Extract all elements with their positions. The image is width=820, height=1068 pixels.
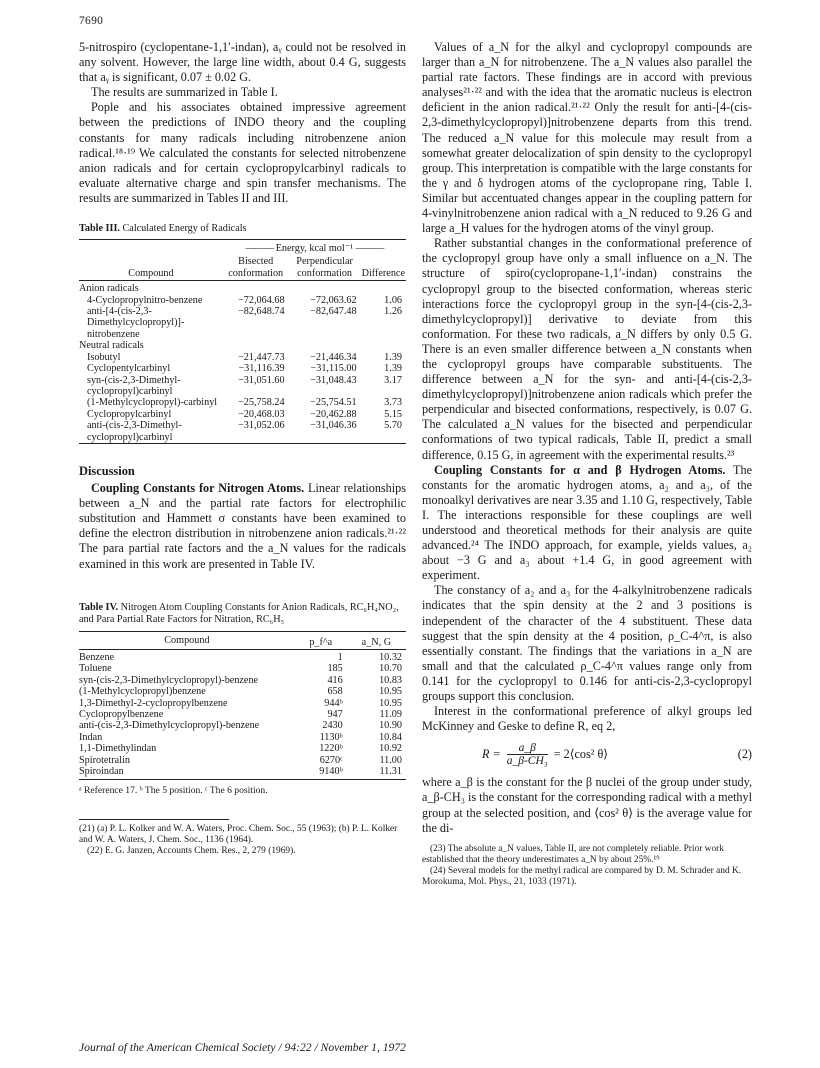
table3-cell-difference: 1.39: [384, 363, 402, 375]
table4-cell-an: 10.83: [379, 674, 402, 686]
table4-body: [79, 650, 406, 780]
table3-cell-difference: 5.70: [384, 420, 402, 432]
table3-title: Calculated Energy of Radicals: [122, 223, 247, 235]
table4-cell-pf: 416: [327, 674, 343, 686]
table3-col-difference: Difference: [361, 267, 405, 279]
table3-cell-compound: Cyclopentylcarbinyl: [87, 363, 171, 375]
table3-cell-difference: 5.15: [384, 408, 402, 420]
table3-body: [79, 281, 406, 444]
table4-cell-compound: syn-(cis-2,3-Dimethylcyclopropyl)-benzene: [79, 674, 259, 686]
footnote: (22) E. G. Janzen, Accounts Chem. Res., 2, 279 (1969).: [87, 845, 296, 856]
table3-cell-compound: anti-[4-(cis-2,3-Dimethylcyclopropyl)]-nitrobenzene: [87, 306, 185, 340]
table4-cell-pf: 1130ᵇ: [319, 731, 343, 743]
table3-row: [79, 375, 406, 398]
table3-cell-difference: 1.26: [384, 306, 402, 318]
body-paragraph: Rather substantial changes in the conformational preference of the cyclopropyl group have only a small influence on a_N. The structure of spiro(cyclopropane-1,1′-indan) constrains the cyclopropyl group to the bisected conformation, whereas steric interactions force the cyclopropyl group in the syn-[4-(cis-2,3-dimethylcyclopropyl)] derivative to deviate from this conformation. For these two radicals, a_N differs by only 0.5 G. There is an even smaller difference between a_N constants when the cyclopropyl groups have comparable substituents. The difference between a_N for the syn- and anti-[4-(cis-2,3-dimethylcyclopropyl)]nitrobenzene anion radicals which prefer the perpendicular and bisected conformations, respectively, is 0.07 G. The calculated a_N values for the bisected and perpendicular conformations of two typical radicals, Table II, predict a small difference, 0.15 G, in agreement with the experimental results.²³: [422, 236, 752, 462]
table3-cell-bisected: −82,648.74: [238, 306, 285, 318]
table3-cell-perpendicular: −82,647.48: [310, 306, 357, 318]
table4-cell-an: 10.92: [379, 743, 402, 755]
table3-cell-compound: 4-Cyclopropylnitro-benzene: [87, 294, 203, 306]
table4-cell-an: 11.00: [379, 754, 402, 766]
table4-cell-compound: Benzene: [79, 652, 115, 663]
table4-col-pf: p_f^a: [309, 636, 333, 648]
table3-row: [79, 397, 406, 408]
table3-cell-perpendicular: −20,462.88: [310, 408, 357, 420]
table4-title: Nitrogen Atom Coupling Constants for Anion Radicals, RC₆H₄NO₂, and Para Partial Rate Factors for Nitration, RC₆H₅: [79, 601, 399, 625]
section-heading: Discussion: [79, 463, 135, 478]
journal-footer: Journal of the American Chemical Society / 94:22 / November 1, 1972: [79, 1041, 406, 1054]
table3-cell-compound: Isobutyl: [87, 351, 121, 363]
footnote: (23) The absolute a_N values, Table II, are not completely reliable. Prior work established that the theory underestimates a_N by about 25%.¹⁹: [422, 843, 724, 865]
footnote: (24) Several models for the methyl radical are compared by D. M. Schrader and K. Morokuma, Mol. Phys., 21, 1033 (1971).: [422, 865, 742, 887]
alpha-beta-paragraph: [422, 463, 752, 584]
table4-cell-compound: 1,3-Dimethyl-2-cyclopropylbenzene: [79, 697, 228, 709]
table4-cell-pf: 2430: [322, 720, 343, 732]
alpha-beta-text: The constants for the aromatic hydrogen atoms, a₂ and a₃, of the monoalkyl derivatives are near 3.35 and 1.10 G, respectively, Table I. The interactions responsible for these couplings are well understood and theoretical methods for their analysis are quite advanced.²⁴ The INDO approach, for example, yields values, a₂ about −3 G and a₃ about +1.4 G, in good agreement with experiment.: [422, 462, 752, 583]
table3-row: [79, 363, 406, 374]
table3-cell-compound: Cyclopropylcarbinyl: [87, 408, 172, 420]
table4-cell-pf: 1220ᵇ: [319, 743, 343, 755]
table3-caption: [79, 223, 406, 235]
table3-group-row: [79, 281, 406, 295]
table4-cell-compound: Cyclopropylbenzene: [79, 709, 164, 721]
table3-cell-bisected: −21,447.73: [238, 351, 285, 363]
footnote-divider: [79, 819, 229, 820]
table4-label: Table IV.: [79, 601, 119, 613]
equation-2: [422, 742, 752, 767]
subheading: Coupling Constants for Nitrogen Atoms.: [91, 481, 305, 496]
table4-cell-compound: 1,1-Dimethylindan: [79, 743, 157, 755]
table3-cell-bisected: −31,116.39: [238, 363, 285, 375]
equation-lhs: R =: [482, 747, 501, 762]
table4-col-compound: Compound: [164, 634, 210, 646]
table4-row: [79, 755, 406, 766]
table4-cell-an: 10.90: [379, 720, 402, 732]
body-paragraph: where a_β is the constant for the β nuclei of the group under study, a_β-CH₃ is the constant for the corresponding radical with a methyl group at the selected position, and ⟨cos² θ⟩ is the average value for the di-: [422, 775, 752, 835]
table3-group-row: [79, 340, 406, 351]
table4-caption: [79, 602, 406, 626]
table3-cell-perpendicular: −72,063.62: [310, 294, 357, 306]
equation-fraction: [507, 742, 548, 767]
table3-cell-bisected: −31,051.60: [238, 374, 285, 386]
equation-number: (2): [737, 747, 752, 762]
table3-group-label: Anion radicals: [79, 283, 139, 295]
table3-label: Table III.: [79, 223, 120, 235]
table3-cell-difference: 1.06: [384, 294, 402, 306]
discussion-paragraph: [79, 481, 406, 572]
table4-cell-an: 10.95: [379, 686, 402, 698]
table4-cell-an: 10.70: [379, 663, 402, 675]
body-paragraph: 5-nitrospiro (cyclopentane-1,1′-indan), aᵧ could not be resolved in any solvent. However, the large line width, about 0.4 G, suggests that aᵧ is significant, 0.07 ± 0.02 G.: [79, 40, 406, 85]
table3-row: [79, 306, 406, 340]
body-paragraph: Values of a_N for the alkyl and cyclopropyl compounds are larger than a_N for nitrobenzene. The a_N values also parallel the partial rate factors. These findings are in accord with previous analyses²¹·²² and with the idea that the aromatic nucleus is electron deficient in the anion radical.²¹·²² Only the result for anti-[4-(cis-2,3-dimethylcyclopropyl)]nitrobenzene departs from this trend. The reduced a_N value for this molecule may result from a somewhat greater delocalization of spin density to the cyclopropyl group. This interpretation is compatible with the large constants for the γ and δ hydrogen atoms of the cyclopropane ring, Table I. Similar but accentuated changes appear in the coupling pattern for 4-vinylnitrobenzene anion radical with a_N reduced to 9.26 G and large a_H values for the hydrogen atoms of the vinyl group.: [422, 40, 752, 236]
table4-cell-pf: 1: [337, 652, 343, 663]
table4-cell-an: 10.32: [379, 652, 402, 663]
table4-footnote: ᵃ Reference 17. ᵇ The 5 position. ᶜ The 6 position.: [79, 785, 268, 797]
table4-cell-pf: 947: [327, 709, 343, 721]
table3-col-compound: Compound: [128, 267, 174, 279]
table4-cell-pf: 944ᵇ: [324, 697, 343, 709]
subheading: Coupling Constants for α and β Hydrogen Atoms.: [434, 462, 726, 477]
table4-cell-compound: (1-Methylcyclopropyl)benzene: [79, 686, 206, 698]
table3-cell-compound: syn-(cis-2,3-Dimethyl-cyclopropyl)carbinyl: [87, 374, 181, 397]
equation-denominator: a_β-CH₃: [506, 755, 548, 768]
table3-row: [79, 352, 406, 363]
table4-row: [79, 709, 406, 720]
table4-row: [79, 720, 406, 731]
table4-cell-compound: Indan: [79, 731, 103, 743]
table3-cell-compound: (1-Methylcyclopropyl)-carbinyl: [87, 397, 218, 409]
table3-cell-bisected: −25,758.24: [238, 397, 285, 409]
table4-row: [79, 732, 406, 743]
table3-cell-perpendicular: −31,115.00: [310, 363, 357, 375]
footnote: (21) (a) P. L. Kolker and W. A. Waters, Proc. Chem. Soc., 55 (1963); (b) P. L. Kolker and W. A. Waters, J. Chem. Soc., 1136 (1964).: [79, 823, 398, 845]
table3-cell-bisected: −31,052.06: [238, 420, 285, 432]
table3-cell-difference: 1.39: [384, 351, 402, 363]
table3: [79, 239, 406, 444]
table4-col-an: a_N, G: [361, 636, 392, 648]
table3-group-label: Neutral radicals: [79, 340, 144, 352]
table4-row: [79, 686, 406, 697]
table3-cell-bisected: −20,468.03: [238, 408, 285, 420]
table4-cell-an: 11.09: [379, 709, 402, 721]
table3-col-bisected: Bisected conformation: [228, 256, 284, 279]
table4-cell-compound: Toluene: [79, 663, 112, 675]
table4-row: [79, 698, 406, 709]
right-column: [422, 40, 752, 888]
table3-col-perpendicular: Perpendicular conformation: [296, 256, 353, 279]
table4-cell-an: 11.31: [379, 766, 402, 778]
table4-cell-pf: 658: [327, 686, 343, 698]
table3-row: [79, 409, 406, 420]
page-number: 7690: [79, 15, 104, 27]
table3-cell-compound: anti-(cis-2,3-Dimethyl-cyclopropyl)carbinyl: [87, 420, 182, 443]
table4-row: [79, 766, 406, 780]
table4-row: [79, 743, 406, 754]
table3-cell-perpendicular: −25,754.51: [310, 397, 357, 409]
table4-cell-an: 10.84: [379, 731, 402, 743]
table4-cell-compound: anti-(cis-2,3-Dimethylcyclopropyl)-benzene: [79, 720, 260, 732]
left-column: [79, 40, 406, 857]
table4-row: [79, 675, 406, 686]
table4-cell-pf: 9140ᵇ: [319, 766, 343, 778]
table3-header-span: ——— Energy, kcal mol⁻¹ ———: [245, 243, 384, 255]
equation-rhs: = 2⟨cos² θ⟩: [553, 747, 609, 762]
table3-row: [79, 420, 406, 443]
table3-cell-difference: 3.73: [384, 397, 402, 409]
table4-cell-pf: 6270ᶜ: [319, 754, 343, 766]
equation-numerator: a_β: [518, 742, 536, 755]
table3-cell-perpendicular: −31,046.36: [310, 420, 357, 432]
table4-cell-compound: Spirotetralin: [79, 754, 130, 766]
table4-cell-pf: 185: [327, 663, 343, 675]
table3-cell-perpendicular: −31,048.43: [310, 374, 357, 386]
body-paragraph: The results are summarized in Table I.: [91, 85, 278, 100]
table3-cell-difference: 3.17: [384, 374, 402, 386]
table3-cell-bisected: −72,064.68: [238, 294, 285, 306]
body-paragraph: Interest in the conformational preference of alkyl groups led McKinney and Geske to define R, eq 2,: [422, 704, 752, 734]
body-paragraph: The constancy of a₂ and a₃ for the 4-alkylnitrobenzene radicals indicates that the spin density at the 2 and 3 positions is independent of the character of the 4 substituent. These data suggest that the spin density at the 4 position, ρ_C-4^π, is also essentially constant. The findings that the variations in a_N are small and that the calculated ρ_C-4^π values range only from 0.141 for the cyclopropyl to 0.146 for anti-cis-2,3-cyclopropyl groups support this conclusion.: [422, 583, 752, 704]
body-paragraph: Pople and his associates obtained impressive agreement between the predictions of INDO theory and the coupling constants for many radicals including nitrobenzene anion radical.¹⁸·¹⁹ We calculated the constants for selected nitrobenzene anion radicals and for certain cyclopropylcarbinyl radicals to evaluate alternative charge and spin transfer mechanisms. The results are summarized in Tables II and III.: [79, 100, 406, 205]
table4: [79, 631, 406, 781]
table4-row: [79, 663, 406, 674]
table3-cell-perpendicular: −21,446.34: [310, 351, 357, 363]
table4-cell-compound: Spiroindan: [79, 766, 124, 778]
table4-row: [79, 650, 406, 664]
table3-row: [79, 295, 406, 306]
table4-cell-an: 10.95: [379, 697, 402, 709]
discussion-text: Linear relationships between a_N and the partial rate factors for electrophilic substitution and Hammett σ constants have been examined to define the electron distribution in nitrobenzene anion radicals.²¹·²² The para partial rate factors and the a_N values for the radicals examined in this work are presented in Table IV.: [79, 481, 406, 571]
